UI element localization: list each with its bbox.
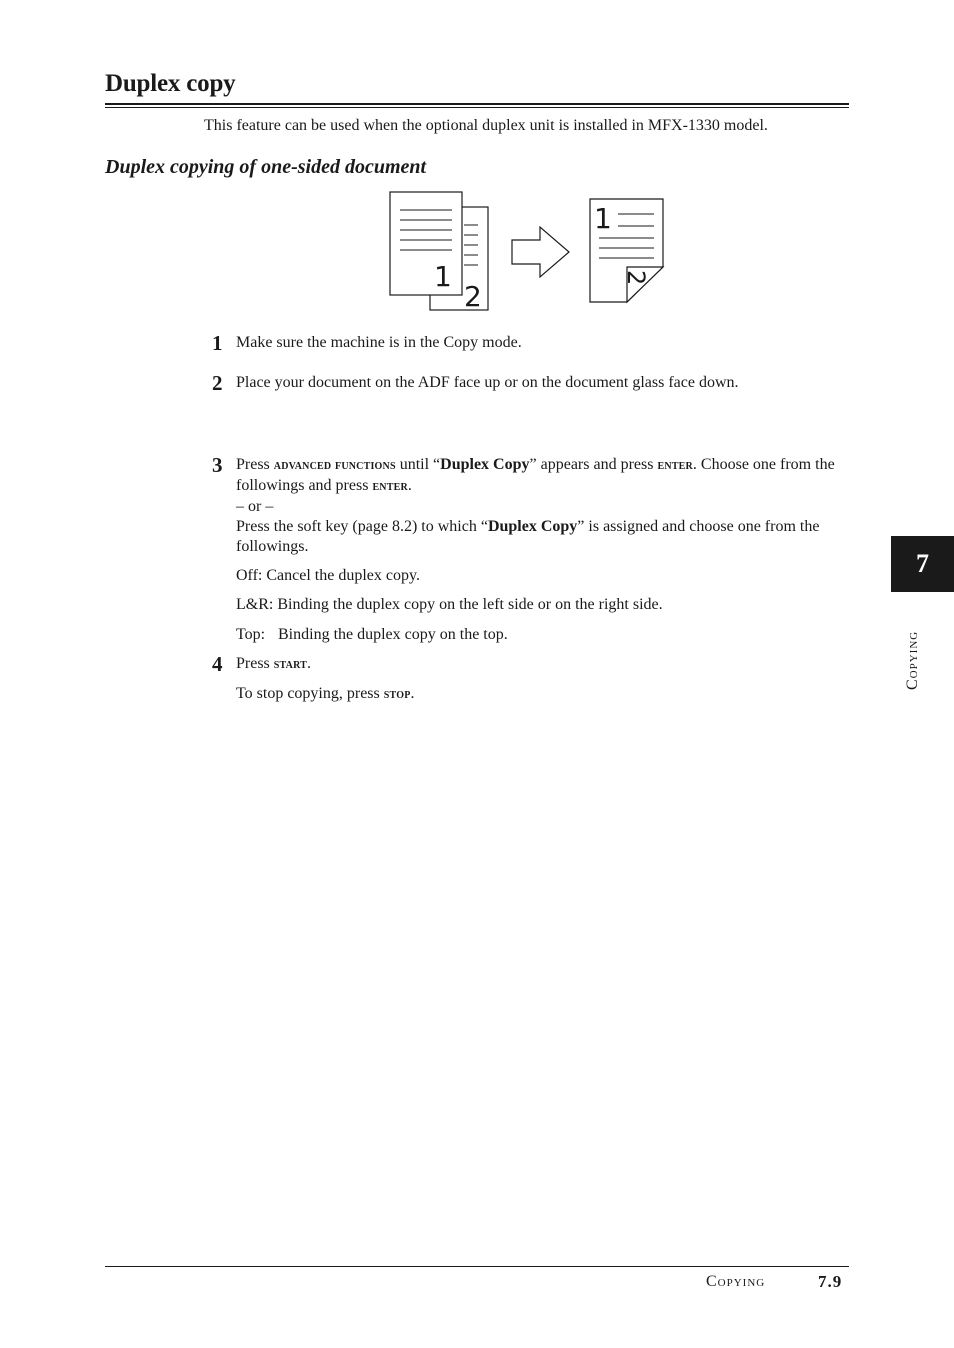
footer-section: Copying [706, 1273, 766, 1290]
menu-item-duplex-copy: Duplex Copy [440, 456, 530, 473]
step-4-text: Press start. [236, 655, 312, 672]
duplex-diagram [388, 190, 668, 315]
or-separator: – or – [236, 498, 274, 515]
key-advanced-functions: advanced functions [273, 458, 396, 473]
option-off: Off: Cancel the duplex copy. [236, 567, 420, 584]
chapter-tab: 7 [891, 536, 954, 592]
step-number-2: 2 [212, 371, 223, 395]
step-number-4: 4 [212, 652, 223, 676]
title-rule-thin [105, 107, 849, 108]
chapter-side-label: Copying [904, 630, 921, 690]
step-number-1: 1 [212, 331, 223, 355]
option-lr: L&R: Binding the duplex copy on the left side or on the right side. [236, 596, 663, 613]
page-title: Duplex copy [105, 70, 236, 97]
soft-key-duplex-copy: Duplex Copy [487, 518, 578, 535]
step-1-text: Make sure the machine is in the Copy mode. [236, 334, 522, 351]
original-page-1 [390, 192, 462, 295]
output-front-number: 1 [594, 202, 612, 235]
page-number: 7.9 [818, 1272, 843, 1291]
page-1-number: 1 [434, 260, 452, 293]
option-top: Top: Binding the duplex copy on the top. [236, 626, 508, 643]
arrow-right-icon [512, 227, 569, 277]
footer-rule [105, 1266, 849, 1267]
page-2-number: 2 [464, 280, 482, 313]
key-enter-2: enter [372, 479, 408, 494]
step-2-text: Place your document on the ADF face up or on the document glass face down. [236, 374, 739, 391]
step-3-text: Press advanced functions until “Duplex Copy” appears and press enter. Choose one from the followings and press enter. – or – Press the soft key (page 8.2) to which “Duplex Copy” is assigned and choose one from the followings. [236, 456, 835, 555]
key-stop: stop [383, 687, 411, 702]
output-back-number: 2 [622, 270, 650, 286]
section-title: Duplex copying of one-sided document [105, 156, 427, 178]
title-rule-thick [105, 103, 849, 105]
key-enter: enter [657, 458, 693, 473]
stop-instruction: To stop copying, press stop. [236, 685, 415, 702]
step-number-3: 3 [212, 453, 223, 477]
key-start: start [273, 657, 308, 672]
intro-text: This feature can be used when the optional duplex unit is installed in MFX-1330 model. [204, 117, 768, 134]
output-duplex-page [590, 199, 663, 302]
